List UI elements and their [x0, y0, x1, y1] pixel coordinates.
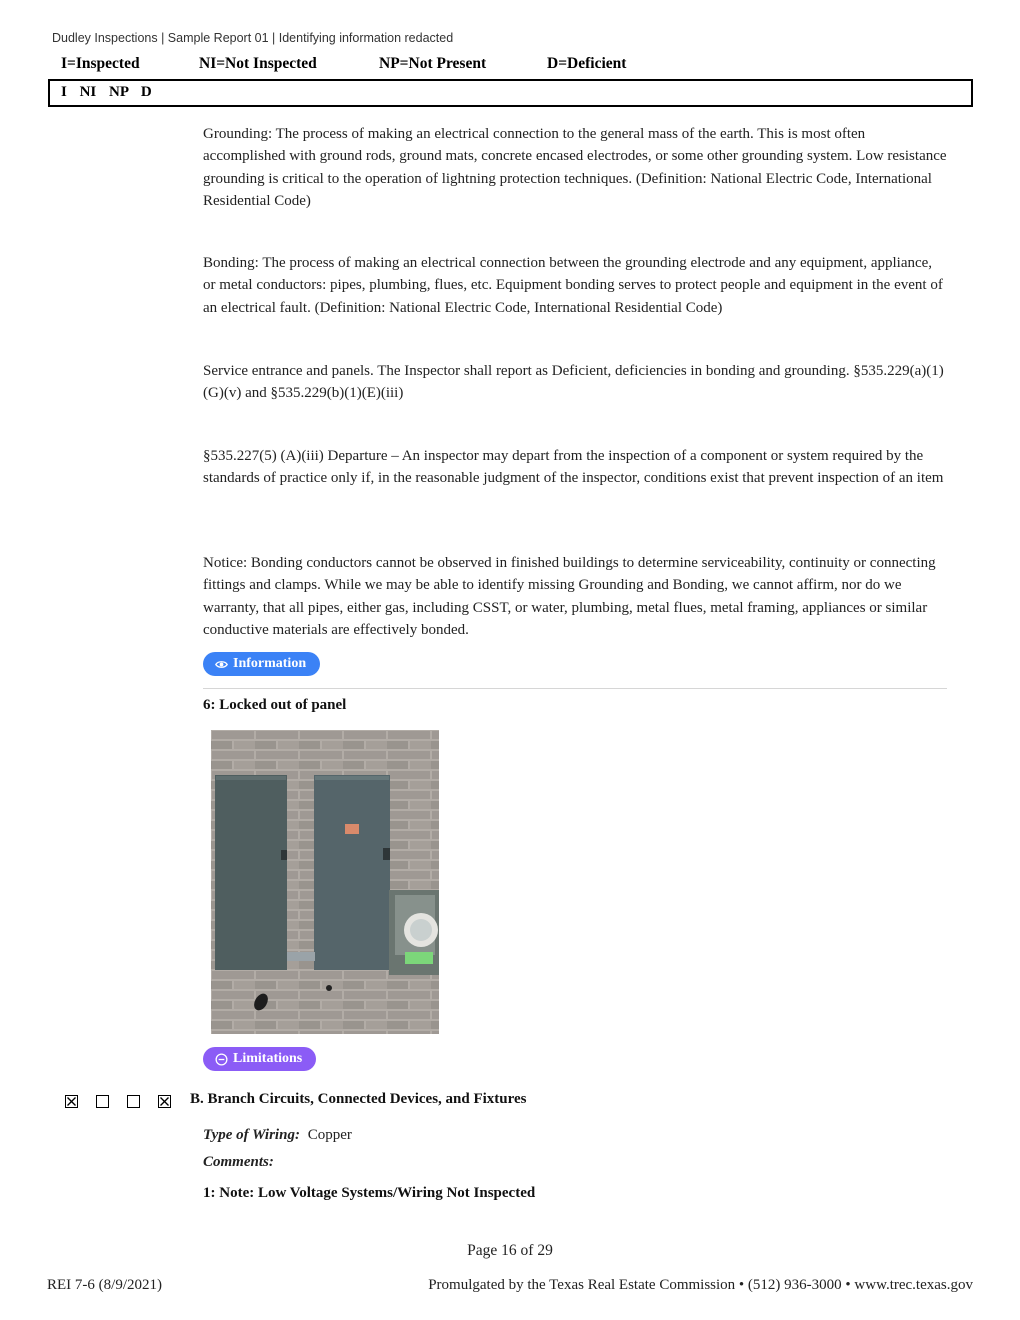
checkbox-not-present[interactable] — [127, 1095, 140, 1108]
legend-deficient: D=Deficient — [547, 55, 627, 72]
limitations-badge[interactable] — [203, 1047, 316, 1071]
eye-icon — [215, 658, 228, 671]
comments-label: Comments: — [203, 1154, 274, 1170]
limitations-badge-label: Limitations — [233, 1051, 303, 1066]
legend-inspected: I=Inspected — [61, 55, 140, 72]
x-mark-icon — [66, 1096, 77, 1107]
section-divider — [203, 688, 947, 689]
x-mark-icon — [159, 1096, 170, 1107]
promulgated-line: Promulgated by the Texas Real Estate Commission • (512) 936-3000 • www.trec.texas.gov — [428, 1277, 973, 1293]
panel-photo-image — [211, 730, 439, 1034]
information-badge[interactable] — [203, 652, 320, 676]
section-b-title: B. Branch Circuits, Connected Devices, and Fixtures — [190, 1091, 527, 1107]
electrical-panel-photo[interactable] — [211, 730, 439, 1034]
note-title: 1: Note: Low Voltage Systems/Wiring Not Inspected — [203, 1185, 536, 1201]
wiring-type-row — [203, 1127, 352, 1144]
page-number: Page 16 of 29 — [467, 1242, 553, 1259]
legend-bar — [48, 79, 973, 107]
wiring-type-label: Type of Wiring: — [203, 1127, 300, 1143]
bonding-paragraph: Bonding: The process of making an electrical connection between the grounding electrode and any equipment, appliance, or metal conductors: pipes, plumbing, flues, etc. Equipment bonding serves to protect people and equipment in the event of an electrical fault. (Definition: National Electric Code, International Residential Code) — [203, 255, 943, 316]
report-header-line: Dudley Inspections | Sample Report 01 | Identifying information redacted — [52, 31, 454, 45]
legend-not-inspected: NI=Not Inspected — [199, 55, 317, 72]
minus-circle-icon — [215, 1053, 228, 1066]
wiring-type-value: Copper — [307, 1127, 352, 1143]
notice-paragraph: Notice: Bonding conductors cannot be observed in finished buildings to determine serviceability, continuity or connecting fittings and clamps. While we may be able to identify missing Grounding and Bonding, we cannot affirm, nor do we warranty, that all pipes, either gas, including CSST, or water, plumbing, metal flues, metal framing, appliances or similar conductive materials are effectively bonded. — [203, 555, 936, 638]
form-id: REI 7-6 (8/9/2021) — [47, 1277, 162, 1293]
service-entrance-paragraph: Service entrance and panels. The Inspector shall report as Deficient, deficiencies in bonding and grounding. §535.229(a)(1)(G)(v) and §535.229(b)(1)(E)(iii) — [203, 363, 944, 402]
grounding-paragraph: Grounding: The process of making an electrical connection to the general mass of the earth. This is most often accomplished with ground rods, ground mats, concrete encased electrodes, or some other grounding system. Low resistance grounding is critical to the operation of lightning protection techniques. (Definition: National Electric Code, International Residential Code) — [203, 126, 947, 209]
departure-paragraph: §535.227(5) (A)(iii) Departure – An inspector may depart from the inspection of a component or system required by the standards of practice only if, in the reasonable judgment of the inspector, conditions exist that prevent inspection of an item — [203, 448, 944, 487]
information-badge-label: Information — [233, 656, 307, 671]
checkbox-not-inspected[interactable] — [96, 1095, 109, 1108]
checkbox-inspected[interactable] — [65, 1095, 78, 1108]
finding-title: 6: Locked out of panel — [203, 697, 347, 713]
legend-not-present: NP=Not Present — [379, 55, 487, 72]
legend-bar-labels: I NI NP D — [61, 84, 152, 100]
checkbox-deficient[interactable] — [158, 1095, 171, 1108]
